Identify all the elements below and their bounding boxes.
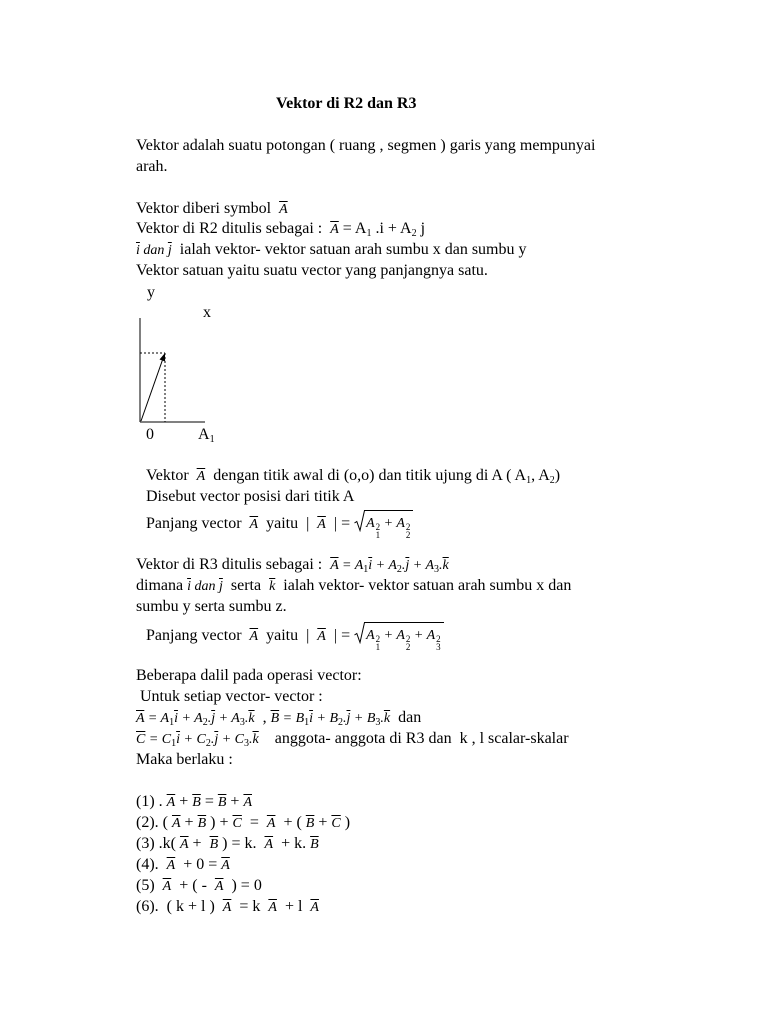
vector-symbol: $\overline{A}$ (222, 900, 232, 915)
text-run: + 0 = (175, 856, 222, 873)
subscript: 2 (549, 475, 555, 486)
vector-symbol: $\overline{j}$ (214, 732, 219, 747)
law-4 (136, 855, 230, 875)
math-text: . (207, 711, 212, 726)
text-run: Maka berlaku : (136, 751, 233, 768)
math-text: . (401, 558, 406, 573)
vector-symbol: $\overline{A}$ (243, 795, 252, 810)
vector-symbol: $\overline{A}$ (266, 816, 276, 831)
text-run: Untuk setiap vector- vector : (136, 688, 323, 705)
vector-symbol: $\overline{j}$ (405, 558, 410, 573)
page-title: Vektor di R2 dan R3 (276, 95, 417, 112)
length-r2-line (146, 510, 413, 540)
text-run: ) = k. (218, 835, 265, 852)
subscript: 1 (375, 642, 381, 652)
text-run: + (175, 793, 193, 810)
vector-symbol: $\overline{A}$ (179, 837, 189, 852)
math-text: + A (372, 558, 397, 573)
subscript: 3 (375, 717, 381, 728)
vector-symbol: $\overline{C}$ (232, 816, 242, 831)
subscript: 1 (169, 717, 175, 728)
law-5 (136, 876, 262, 896)
vector-symbol: $\overline{A}$ (268, 900, 277, 915)
text-run: (5) (136, 877, 163, 894)
text-run: + ( (275, 814, 306, 831)
diagram-y-label: y (147, 284, 155, 301)
vector-symbol: $\overline{B}$ (310, 837, 319, 852)
text-run: + (314, 814, 332, 831)
diagram-x-label: x (203, 304, 211, 321)
position-vector-arrow (141, 361, 162, 422)
math-text: + C (180, 732, 206, 747)
vector-symbol: $\overline{A}$ (162, 879, 172, 894)
vector-symbol: $\overline{B}$ (305, 816, 315, 831)
text-run: , A (531, 467, 550, 484)
text-run: serta (222, 577, 270, 594)
math-text: A (366, 628, 375, 643)
intro-line-1 (136, 136, 595, 156)
vector-symbol: $\overline{B}$ (192, 795, 201, 810)
text-run: Vektor adalah suatu potongan ( ruang , segmen ) garis yang mempunyai (136, 137, 596, 154)
vector-symbol: $\overline{C}$ (136, 732, 146, 747)
vector-symbol: $\overline{i}$ (174, 711, 178, 726)
math-text: dan (190, 579, 219, 594)
text-run: = (241, 814, 267, 831)
diagram-origin-label: 0 (146, 426, 154, 443)
vector-symbol: $\overline{k}$ (442, 558, 449, 573)
vector-symbol: $\overline{i}$ (136, 243, 140, 258)
subscript: 1 (363, 564, 369, 575)
vector-symbol: $\overline{A}$ (136, 711, 145, 726)
r2-definition-line (136, 219, 425, 239)
math-text: + A (409, 558, 435, 573)
radicand (364, 622, 444, 651)
math-text: = A (338, 558, 364, 573)
vector-symbol: $\overline{k}$ (248, 711, 255, 726)
subscript: 1 (526, 475, 532, 486)
text-run: Vektor diberi symbol (136, 200, 280, 217)
math-text: . (210, 732, 215, 747)
laws-then-line (136, 750, 233, 770)
superscript: 2 (405, 522, 411, 532)
text-run: Disebut vector posisi dari titik A (146, 488, 355, 505)
vector-symbol: $\overline{A}$ (310, 900, 319, 915)
vector-symbol: $\overline{i}$ (176, 732, 181, 747)
subscript: 2 (202, 717, 208, 728)
unit-vectors-line (136, 240, 526, 260)
text-run: dimana (136, 577, 188, 594)
text-run: ) = 0 (223, 877, 262, 894)
radicand (364, 510, 413, 539)
vector-symbol: $\overline{A}$ (166, 858, 176, 873)
vector-symbol: $\overline{A}$ (317, 517, 326, 533)
vector-symbol: $\overline{A}$ (264, 837, 274, 852)
math-text: . (244, 711, 249, 726)
text-run: Vektor di R3 ditulis sebagai : (136, 556, 331, 573)
r3-unit-vectors-line-1 (136, 576, 571, 596)
math-text: + A (410, 628, 436, 643)
vector-symbol: $\overline{A}$ (166, 795, 176, 810)
subscript: 1 (375, 530, 381, 540)
text-run: Panjang vector (146, 627, 250, 645)
subscript: 1 (171, 738, 177, 749)
vector-symbol: $\overline{A}$ (196, 469, 206, 484)
math-text: . (249, 732, 253, 747)
text-run: + ( - (171, 877, 215, 894)
vector-symbol: $\overline{i}$ (368, 558, 373, 573)
text-run: (6). ( k + l ) (136, 898, 223, 915)
laws-intro (136, 687, 323, 707)
math-text: + A (177, 711, 203, 726)
math-text: = C (145, 732, 172, 747)
text-run: = k (231, 898, 269, 915)
text-run: arah. (136, 158, 168, 175)
vector-symbol: $\overline{A}$ (171, 816, 181, 831)
r3-definition-line (136, 555, 449, 575)
vector-symbol: $\overline{A}$ (249, 517, 259, 533)
length-r3-line (146, 622, 444, 652)
vector-symbol: $\overline{C}$ (331, 816, 341, 831)
sup-sub-stack (406, 523, 411, 539)
text-run: + (226, 793, 244, 810)
law-3 (136, 834, 319, 854)
vector-symbol: $\overline{A}$ (221, 858, 230, 873)
math-text: + B (313, 711, 339, 726)
text-run: (4). (136, 856, 167, 873)
math-text: = B (279, 711, 305, 726)
math-text: + B (350, 711, 376, 726)
vector-symbol: $\overline{A}$ (330, 222, 339, 237)
math-text: + A (215, 711, 240, 726)
law-2 (136, 813, 350, 833)
vector-symbol: $\overline{k}$ (252, 732, 259, 747)
text-run: j (416, 220, 426, 237)
text-run: ) (554, 467, 561, 484)
vector-symbol: $\overline{A}$ (330, 558, 339, 573)
text-run: ) + (206, 814, 233, 831)
text-run: + k. (273, 835, 311, 852)
text-run: ) (340, 814, 351, 831)
law-1 (136, 792, 252, 812)
subscript: 2 (396, 564, 402, 575)
math-text: = A (144, 711, 170, 726)
subscript: 2 (205, 738, 211, 749)
text-run: Beberapa dalil pada operasi vector: (136, 667, 362, 684)
vector-symbol: $\overline{B}$ (209, 837, 219, 852)
text-run: yaitu | (258, 627, 318, 645)
vector-symbol: $\overline{i}$ (187, 579, 191, 594)
point-label-subscript: 1 (209, 434, 215, 445)
text-run: (2). ( (136, 814, 172, 831)
math-text: dan (139, 243, 168, 258)
text-run: = (200, 793, 218, 810)
text-run: anggota- anggota di R3 dan k , l scalar-skalar (258, 730, 569, 747)
subscript: 2 (405, 530, 411, 540)
text-run: , (254, 709, 271, 726)
symbol-line (136, 199, 288, 219)
superscript: 2 (436, 634, 441, 644)
diagram-point-label (198, 425, 215, 445)
text-run: | = (325, 627, 355, 645)
superscript: 2 (375, 522, 381, 532)
text-run: Vektor (146, 467, 197, 484)
text-run: Vektor di R2 ditulis sebagai : (136, 220, 331, 237)
subscript: 3 (434, 564, 440, 575)
math-text: + C (218, 732, 245, 747)
math-text: . (439, 558, 443, 573)
text-run: | = (325, 515, 355, 533)
unit-vector-definition-line (136, 261, 488, 281)
text-run: = A (338, 220, 367, 237)
position-vector-line-2 (146, 487, 354, 507)
text-run: yaitu | (258, 515, 318, 533)
definition-a-b-line (136, 708, 421, 728)
text-run: dengan titik awal di (o,o) dan titik ujung di A ( A (205, 467, 527, 484)
vector-symbol: $\overline{j}$ (218, 579, 223, 594)
text-run: Vektor satuan yaitu suatu vector yang panjangnya satu. (136, 262, 488, 279)
sup-sub-stack (436, 635, 441, 651)
text-run: + (188, 835, 210, 852)
vector-symbol: $\overline{k}$ (269, 579, 276, 594)
r3-unit-vectors-line-2 (136, 597, 287, 617)
vector-symbol: $\overline{A}$ (249, 629, 259, 645)
vector-symbol: $\overline{k}$ (383, 711, 391, 726)
text-run: sumbu y serta sumbu z. (136, 598, 287, 615)
text-run: dan (390, 709, 422, 726)
definition-c-line (136, 729, 569, 749)
square-root (354, 622, 444, 651)
vector-symbol: $\overline{A}$ (214, 879, 224, 894)
subscript: 3 (436, 642, 441, 652)
math-text: . (380, 711, 384, 726)
square-root (354, 510, 413, 539)
vector-symbol: $\overline{j}$ (211, 711, 216, 726)
vector-symbol: $\overline{A}$ (279, 202, 288, 217)
subscript: 3 (239, 717, 245, 728)
vector-symbol: $\overline{A}$ (317, 629, 326, 645)
text-run: Panjang vector (146, 515, 250, 533)
intro-line-2 (136, 157, 168, 177)
math-text: . (343, 711, 347, 726)
laws-heading (136, 666, 362, 686)
text-run: .i + A (371, 220, 412, 237)
math-text: + A (380, 516, 405, 531)
subscript: 2 (338, 717, 344, 728)
subscript: 1 (304, 717, 310, 728)
arrowhead (160, 353, 166, 362)
vector-symbol: $\overline{B}$ (197, 816, 207, 831)
text-run: + l (276, 898, 311, 915)
vector-symbol: $\overline{B}$ (217, 795, 227, 810)
subscript: 2 (411, 228, 417, 239)
vector-symbol: $\overline{j}$ (346, 711, 351, 726)
text-run: ialah vektor- vektor satuan arah sumbu x dan (275, 577, 572, 594)
vector-symbol: $\overline{B}$ (270, 711, 280, 726)
superscript: 2 (405, 634, 411, 644)
law-6 (136, 897, 319, 917)
math-text: + A (380, 628, 405, 643)
subscript: 3 (244, 738, 250, 749)
vector-symbol: $\overline{j}$ (167, 243, 172, 258)
position-vector-diagram (130, 310, 220, 430)
text-run: + (180, 814, 198, 831)
position-vector-line-1 (146, 466, 560, 486)
superscript: 2 (375, 634, 381, 644)
text-run: ialah vektor- vektor satuan arah sumbu x dan sumbu y (171, 241, 527, 258)
vector-symbol: $\overline{i}$ (309, 711, 314, 726)
text-run: (1) . (136, 793, 167, 810)
text-run: (3) .k( (136, 835, 180, 852)
point-label-letter: A (198, 426, 210, 443)
subscript: 2 (405, 642, 411, 652)
math-text: A (366, 516, 375, 531)
subscript: 1 (366, 228, 372, 239)
